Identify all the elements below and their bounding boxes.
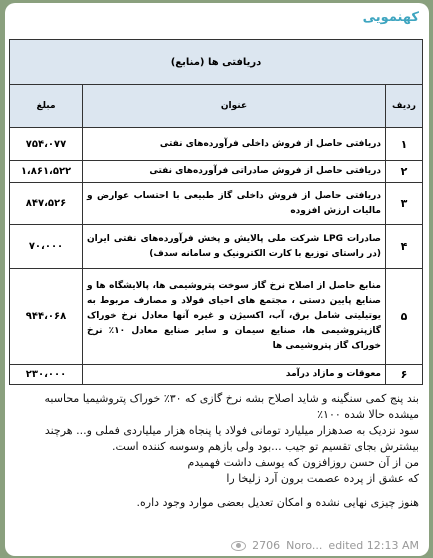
table-row bbox=[10, 365, 423, 385]
table-row bbox=[10, 161, 423, 183]
table-row bbox=[10, 183, 423, 225]
row-number: ۶ bbox=[386, 365, 423, 385]
view-count: 2706 bbox=[252, 539, 281, 552]
message-line: که عشق از پرده عصمت برون آرد زلیخا را bbox=[226, 472, 419, 485]
row-number: ۲ bbox=[386, 161, 423, 183]
message-line: من از آن حسن روزافزون که یوسف داشت فهمیدم bbox=[187, 456, 419, 469]
row-amount: ۷۵۴،۰۷۷ bbox=[10, 128, 83, 161]
row-title: دریافتی حاصل از فروش صادراتی فرآورده‌های نفتی bbox=[83, 161, 386, 183]
header-number: ردیف bbox=[386, 85, 423, 128]
table-row bbox=[10, 128, 423, 161]
header-amount: مبلغ bbox=[10, 85, 83, 128]
row-title: صادرات LPG شرکت ملی پالایش و پخش فرآورده‌های نفتی ایران (در راستای توزیع با کارت الکترونیک و سامانه سدف) bbox=[83, 225, 386, 269]
author-name: Noro... bbox=[286, 539, 323, 552]
table-title: دریافتی ها (منابع) bbox=[10, 40, 423, 85]
row-number: ۵ bbox=[386, 269, 423, 365]
row-title: منابع حاصل از اصلاح نرخ گاز سوخت پتروشیمی ها، پالایشگاه ها و صنایع پایین دستی ، مجتمع های احیای فولاد و مصارف مربوط به یوتیلیتی شامل برق، آب، اکسیژن و غیره آنها معادل نرخ خوراک گازپتروشیمی ها، صنایع سیمان و سایر صنایع معادل ۱۰٪ نرخ خوراک گاز پتروشیمی ها bbox=[83, 269, 386, 365]
row-amount: ۲۳۰،۰۰۰ bbox=[10, 365, 83, 385]
row-amount: ۱،۸۶۱،۵۲۲ bbox=[10, 161, 83, 183]
message-line: هنوز چیزی نهایی نشده و امکان تعدیل بعضی موارد وجود داره. bbox=[136, 496, 419, 509]
message-footer bbox=[5, 539, 419, 552]
table-image[interactable] bbox=[9, 39, 423, 381]
row-title: دریافتی حاصل از فروش داخلی گاز طبیعی با احتساب عوارض و مالیات ارزش افزوده bbox=[83, 183, 386, 225]
table-row bbox=[10, 269, 423, 365]
row-title: معوقات و مازاد درآمد bbox=[83, 365, 386, 385]
eye-icon bbox=[231, 541, 246, 551]
message-line: بند پنج کمی سنگینه و شاید اصلاح بشه نرخ گازی که ۳۰٪ خوراک پتروشیمیا محاسبه میشده حالا شده ۱۰۰٪ bbox=[44, 392, 419, 421]
message-line: سود نزدیک به صدهزار میلیارد تومانی فولاد یا پنجاه هزار میلیاردی فملی و... هرچند بیشترش بجای تقسیم تو جیب ...بود ولی بازهم وسوسه کننده است. bbox=[44, 424, 419, 453]
message-bubble bbox=[5, 3, 429, 556]
row-title: دریافتی حاصل از فروش داخلی فرآورده‌های نفتی bbox=[83, 128, 386, 161]
row-number: ۱ bbox=[386, 128, 423, 161]
edited-time: edited 12:13 AM bbox=[328, 539, 419, 552]
channel-name[interactable]: کهنمویی bbox=[362, 10, 419, 25]
header-title: عنوان bbox=[83, 85, 386, 128]
table-row bbox=[10, 225, 423, 269]
row-amount: ۷۰،۰۰۰ bbox=[10, 225, 83, 269]
message-text bbox=[13, 391, 419, 511]
revenue-table bbox=[9, 39, 423, 385]
row-number: ۳ bbox=[386, 183, 423, 225]
row-amount: ۸۴۷،۵۲۶ bbox=[10, 183, 83, 225]
row-number: ۴ bbox=[386, 225, 423, 269]
row-amount: ۹۴۴،۰۶۸ bbox=[10, 269, 83, 365]
